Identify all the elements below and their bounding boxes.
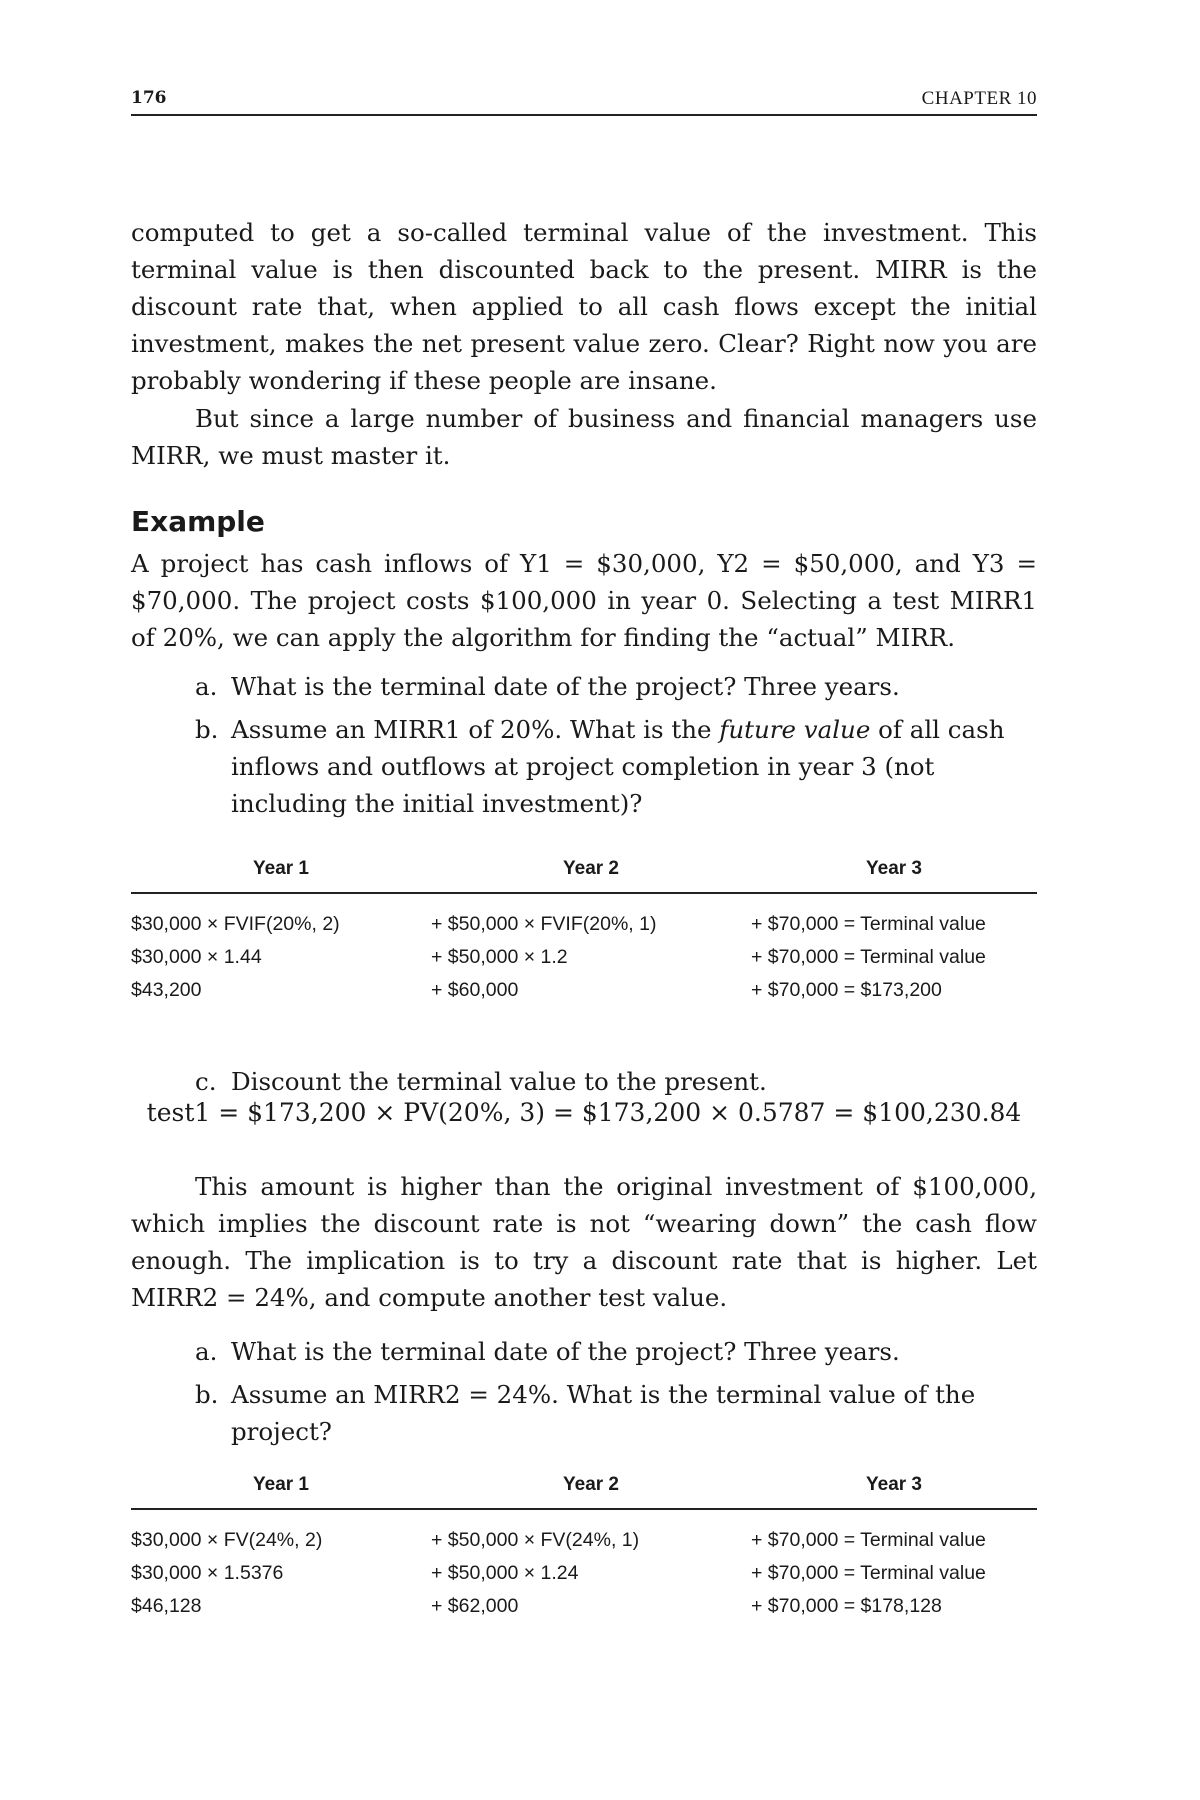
table-cell: + $70,000 = $173,200: [751, 979, 942, 1001]
table-row: [131, 941, 1037, 974]
calculation-table-24-percent: [131, 1474, 1037, 1623]
list-item-text: Assume an MIRR2 = 24%. What is the terminal value of the project?: [231, 1380, 976, 1446]
equation-test1: test1 = $173,200 × PV(20%, 3) = $173,200 × 0.5787 = $100,230.84: [146, 1098, 1022, 1127]
table-row: [131, 893, 1037, 941]
question-list-2: [195, 1063, 1037, 1100]
calculation-table-20-percent: [131, 858, 1037, 1007]
section-heading-example: Example: [131, 505, 265, 538]
column-header-year-2: Year 2: [431, 858, 751, 893]
list-item: [195, 711, 1037, 822]
table-cell: $30,000 × FV(24%, 2): [131, 1529, 323, 1551]
table-cell: $30,000 × 1.5376: [131, 1562, 284, 1584]
column-header-year-1: Year 1: [131, 858, 431, 893]
list-item: [195, 1376, 1037, 1450]
running-header: [131, 84, 1037, 116]
list-item: [195, 1063, 1037, 1100]
list-text-part: Assume an MIRR1 of 20%. What is the: [231, 715, 720, 744]
paragraph-example-intro: A project has cash inflows of Y1 = $30,000, Y2 = $50,000, and Y3 = $70,000. The project costs $100,000 in year 0. Selecting a test MIRR1 of 20%, we can apply the algorithm for finding the “actual” MIRR.: [131, 549, 1037, 652]
table-cell: + $50,000 × 1.2: [431, 946, 568, 968]
table-cell: $30,000 × 1.44: [131, 946, 262, 968]
table-cell: + $70,000 = Terminal value: [751, 913, 986, 935]
chapter-title: CHAPTER 10: [921, 88, 1037, 109]
list-item: [195, 668, 1037, 705]
list-item-text: What is the terminal date of the project? Three years.: [231, 672, 900, 701]
page-number: 176: [131, 88, 167, 108]
table-cell: + $50,000 × FVIF(20%, 1): [431, 913, 657, 935]
list-item-text: Discount the terminal value to the present.: [231, 1067, 767, 1096]
paragraph-mirr-usage: But since a large number of business and financial managers use MIRR, we must master it.: [131, 404, 1037, 470]
table-row: [131, 1557, 1037, 1590]
column-header-year-3: Year 3: [751, 1474, 1037, 1509]
emphasis-future-value: future value: [719, 715, 871, 744]
paragraph-higher-rate: This amount is higher than the original investment of $100,000, which implies the discount rate is not “wearing down” the cash flow enough. The implication is to try a discount rate that is higher. Let MIRR2 = 24%, and compute another test value.: [131, 1172, 1037, 1312]
list-item-text: [231, 711, 1037, 822]
table-cell: + $70,000 = Terminal value: [751, 946, 986, 968]
list-item: [195, 1333, 1037, 1370]
table-row: [131, 974, 1037, 1007]
question-list-1: [195, 668, 1037, 822]
table-row: [131, 1590, 1037, 1623]
list-marker: a.: [195, 1337, 218, 1366]
book-page: [131, 0, 1037, 1800]
table-cell: + $50,000 × FV(24%, 1): [431, 1529, 640, 1551]
table-cell: + $50,000 × 1.24: [431, 1562, 579, 1584]
list-marker: b.: [195, 1380, 219, 1409]
list-item-text: What is the terminal date of the project? Three years.: [231, 1337, 900, 1366]
column-header-year-2: Year 2: [431, 1474, 751, 1509]
list-marker: b.: [195, 715, 219, 744]
table-cell: $46,128: [131, 1595, 202, 1617]
paragraph-terminal-value: computed to get a so-called terminal value of the investment. This terminal value is then discounted back to the present. MIRR is the discount rate that, when applied to all cash flows except the initial investment, makes the net present value zero. Clear? Right now you are probably wondering if these people are insane.: [131, 218, 1037, 395]
column-header-year-1: Year 1: [131, 1474, 431, 1509]
table-cell: $30,000 × FVIF(20%, 2): [131, 913, 340, 935]
table-cell: + $70,000 = $178,128: [751, 1595, 942, 1617]
list-text-part: of all cash inflows and outflows at project completion in year 3 (not including the initial investment)?: [231, 715, 1005, 818]
column-header-year-3: Year 3: [751, 858, 1037, 893]
table-cell: + $70,000 = Terminal value: [751, 1562, 986, 1584]
table-cell: $43,200: [131, 979, 202, 1001]
question-list-3: [195, 1333, 1037, 1450]
table-cell: + $70,000 = Terminal value: [751, 1529, 986, 1551]
list-marker: c.: [195, 1067, 217, 1096]
table-cell: + $62,000: [431, 1595, 519, 1617]
table-cell: + $60,000: [431, 979, 519, 1001]
table-row: [131, 1509, 1037, 1557]
list-marker: a.: [195, 672, 218, 701]
